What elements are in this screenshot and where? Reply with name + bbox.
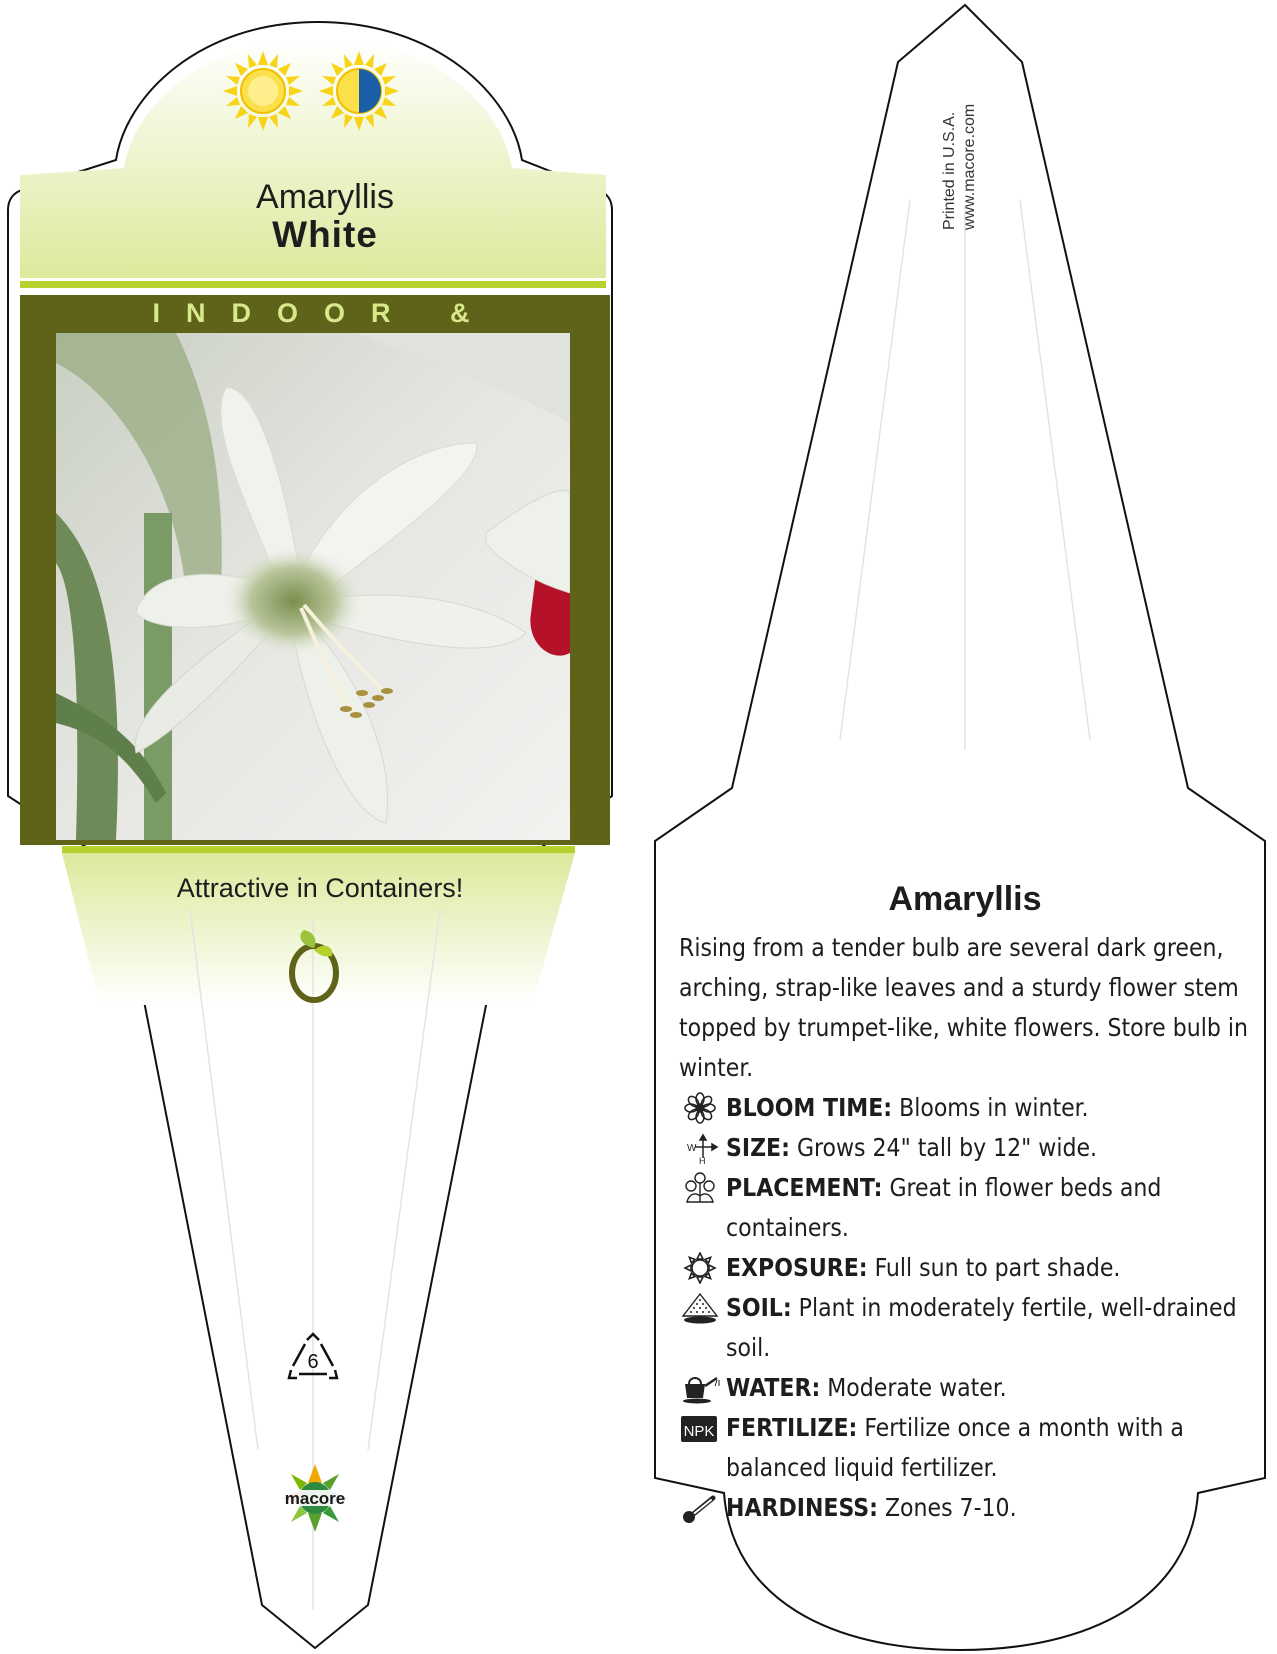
care-text: Plant in moderately fertile, well-drained soil.: [726, 1293, 1237, 1362]
care-info: [679, 928, 1259, 1528]
care-text: Fertilize once a month with a balanced liquid fertilizer.: [726, 1413, 1184, 1482]
plant-description: Rising from a tender bulb are several dark green, arching, strap-like leaves and a sturdy flower stem topped by trumpet-like, white flowers. Store bulb in winter.: [679, 933, 1248, 1082]
size-w-letter: W: [687, 1143, 697, 1154]
tagline: Attractive in Containers!: [176, 873, 464, 903]
care-label: WATER:: [726, 1373, 821, 1402]
care-text: Grows 24" tall by 12" wide.: [796, 1133, 1098, 1162]
care-label: SOIL:: [726, 1293, 792, 1322]
care-exposure: [679, 1248, 1259, 1288]
seedling-icon: [284, 928, 344, 1004]
care-text: Full sun to part shade.: [874, 1253, 1121, 1282]
lime-rule-bottom: [62, 846, 575, 853]
plant-photo: [56, 333, 570, 840]
soil-icon: [679, 1292, 721, 1324]
placement-icon: [679, 1172, 721, 1204]
care-size: [679, 1128, 1259, 1168]
macore-logo: [270, 1462, 360, 1534]
care-water: [679, 1368, 1259, 1408]
care-label: PLACEMENT:: [726, 1173, 883, 1202]
flower-icon: [679, 1092, 721, 1124]
category-label: INDOOR &: [152, 298, 496, 328]
care-label: EXPOSURE:: [726, 1253, 868, 1282]
watering-can-icon: [679, 1372, 721, 1404]
sun-outline-icon: [679, 1252, 721, 1284]
care-label: FERTILIZE:: [726, 1413, 858, 1442]
care-text: Blooms in winter.: [899, 1093, 1089, 1122]
part-shade-icon: [318, 50, 400, 132]
care-text: Great in flower beds and containers.: [726, 1173, 1162, 1242]
care-label: HARDINESS:: [726, 1493, 878, 1522]
website: www.macore.com: [961, 103, 978, 230]
care-fertilize: [679, 1408, 1259, 1488]
size-h-letter: H: [699, 1156, 706, 1164]
plant-variety: White: [272, 214, 378, 255]
thermometer-icon: [679, 1492, 721, 1524]
care-soil: [679, 1288, 1259, 1368]
print-info: [940, 104, 980, 230]
npk-text: NPK: [683, 1423, 715, 1440]
care-label: BLOOM TIME:: [726, 1093, 893, 1122]
care-bloom-time: [679, 1088, 1259, 1128]
care-text: Zones 7-10.: [884, 1493, 1017, 1522]
full-sun-icon: [222, 50, 304, 132]
back-title: Amaryllis: [888, 880, 1042, 918]
recycle-icon: [285, 1332, 341, 1382]
recycle-code: 6: [307, 1351, 319, 1373]
care-hardiness: [679, 1488, 1259, 1528]
lime-rule: [20, 281, 606, 288]
plant-genus: Amaryllis: [256, 178, 394, 216]
care-text: Moderate water.: [827, 1373, 1007, 1402]
care-label: SIZE:: [726, 1133, 790, 1162]
printed-in: Printed in U.S.A.: [941, 111, 958, 230]
logo-text: macore: [284, 1489, 346, 1508]
npk-icon: [679, 1412, 721, 1444]
size-arrows-icon: [679, 1132, 721, 1164]
care-placement: [679, 1168, 1259, 1248]
